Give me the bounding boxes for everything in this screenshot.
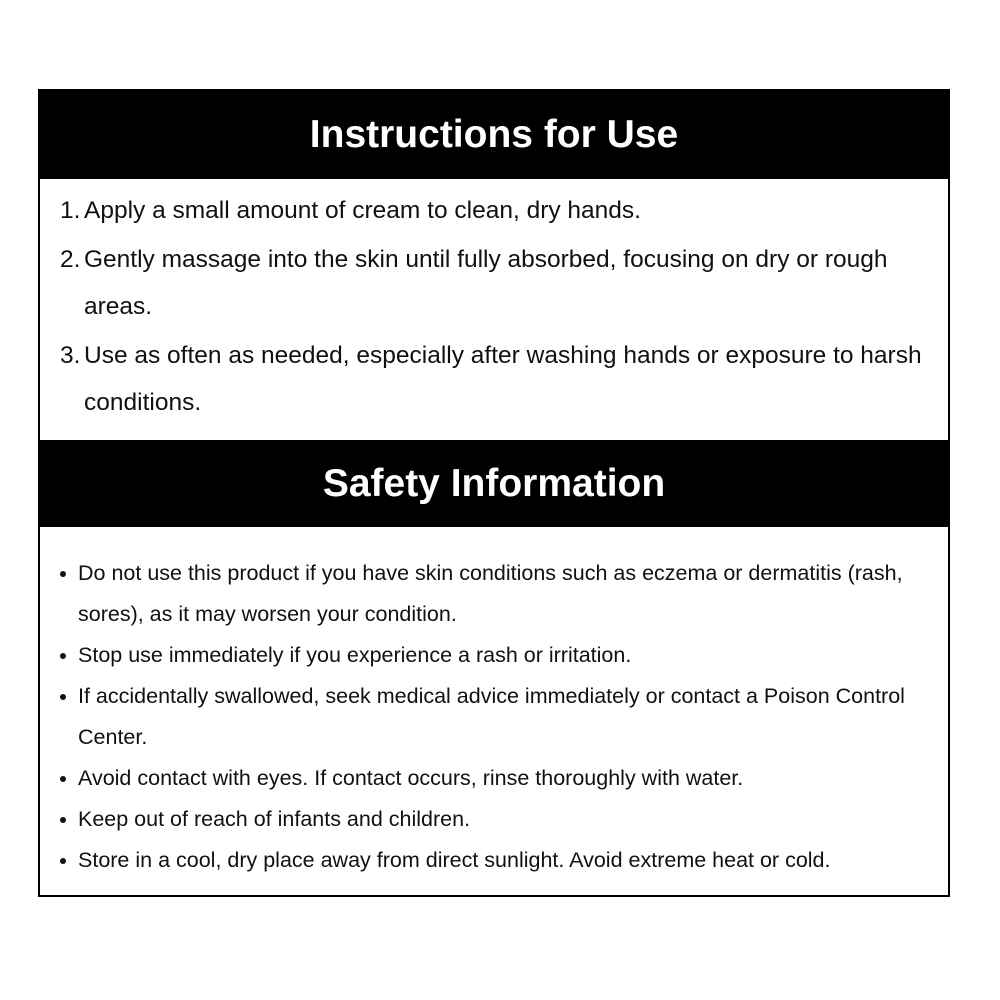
step-number: 1. bbox=[60, 197, 81, 224]
instruction-step bbox=[60, 236, 930, 330]
instruction-step bbox=[60, 187, 930, 234]
instructions-header bbox=[40, 91, 948, 179]
safety-item bbox=[60, 799, 930, 840]
instruction-step bbox=[60, 332, 930, 426]
bullet-icon bbox=[60, 858, 66, 864]
step-number: 2. bbox=[60, 246, 81, 273]
bullet-icon bbox=[60, 571, 66, 577]
instructions-title: Instructions for Use bbox=[309, 113, 679, 156]
safety-item-text: Avoid contact with eyes. If contact occurs, rinse thoroughly with water. bbox=[78, 766, 744, 790]
bullet-icon bbox=[60, 776, 66, 782]
safety-header bbox=[40, 440, 948, 527]
safety-list bbox=[60, 553, 930, 881]
safety-item-text: Keep out of reach of infants and children. bbox=[78, 807, 471, 831]
step-text: Use as often as needed, especially after washing hands or exposure to harsh conditions. bbox=[84, 342, 922, 416]
safety-item-text: If accidentally swallowed, seek medical advice immediately or contact a Poison Control Center. bbox=[78, 684, 905, 749]
safety-item-text: Stop use immediately if you experience a rash or irritation. bbox=[78, 643, 632, 667]
safety-item bbox=[60, 676, 930, 758]
safety-title: Safety Information bbox=[322, 462, 666, 505]
safety-item bbox=[60, 635, 930, 676]
bullet-icon bbox=[60, 653, 66, 659]
label-panel bbox=[38, 89, 950, 897]
safety-item-text: Store in a cool, dry place away from direct sunlight. Avoid extreme heat or cold. bbox=[78, 848, 831, 872]
step-text: Gently massage into the skin until fully absorbed, focusing on dry or rough areas. bbox=[84, 246, 888, 320]
step-text: Apply a small amount of cream to clean, dry hands. bbox=[84, 197, 641, 224]
instructions-list bbox=[60, 187, 930, 428]
bullet-icon bbox=[60, 694, 66, 700]
safety-item bbox=[60, 553, 930, 635]
safety-item-text: Do not use this product if you have skin conditions such as eczema or dermatitis (rash, sores), as it may worsen your condition. bbox=[78, 561, 903, 626]
step-number: 3. bbox=[60, 342, 81, 369]
bullet-icon bbox=[60, 817, 66, 823]
safety-item bbox=[60, 758, 930, 799]
safety-item bbox=[60, 840, 930, 881]
